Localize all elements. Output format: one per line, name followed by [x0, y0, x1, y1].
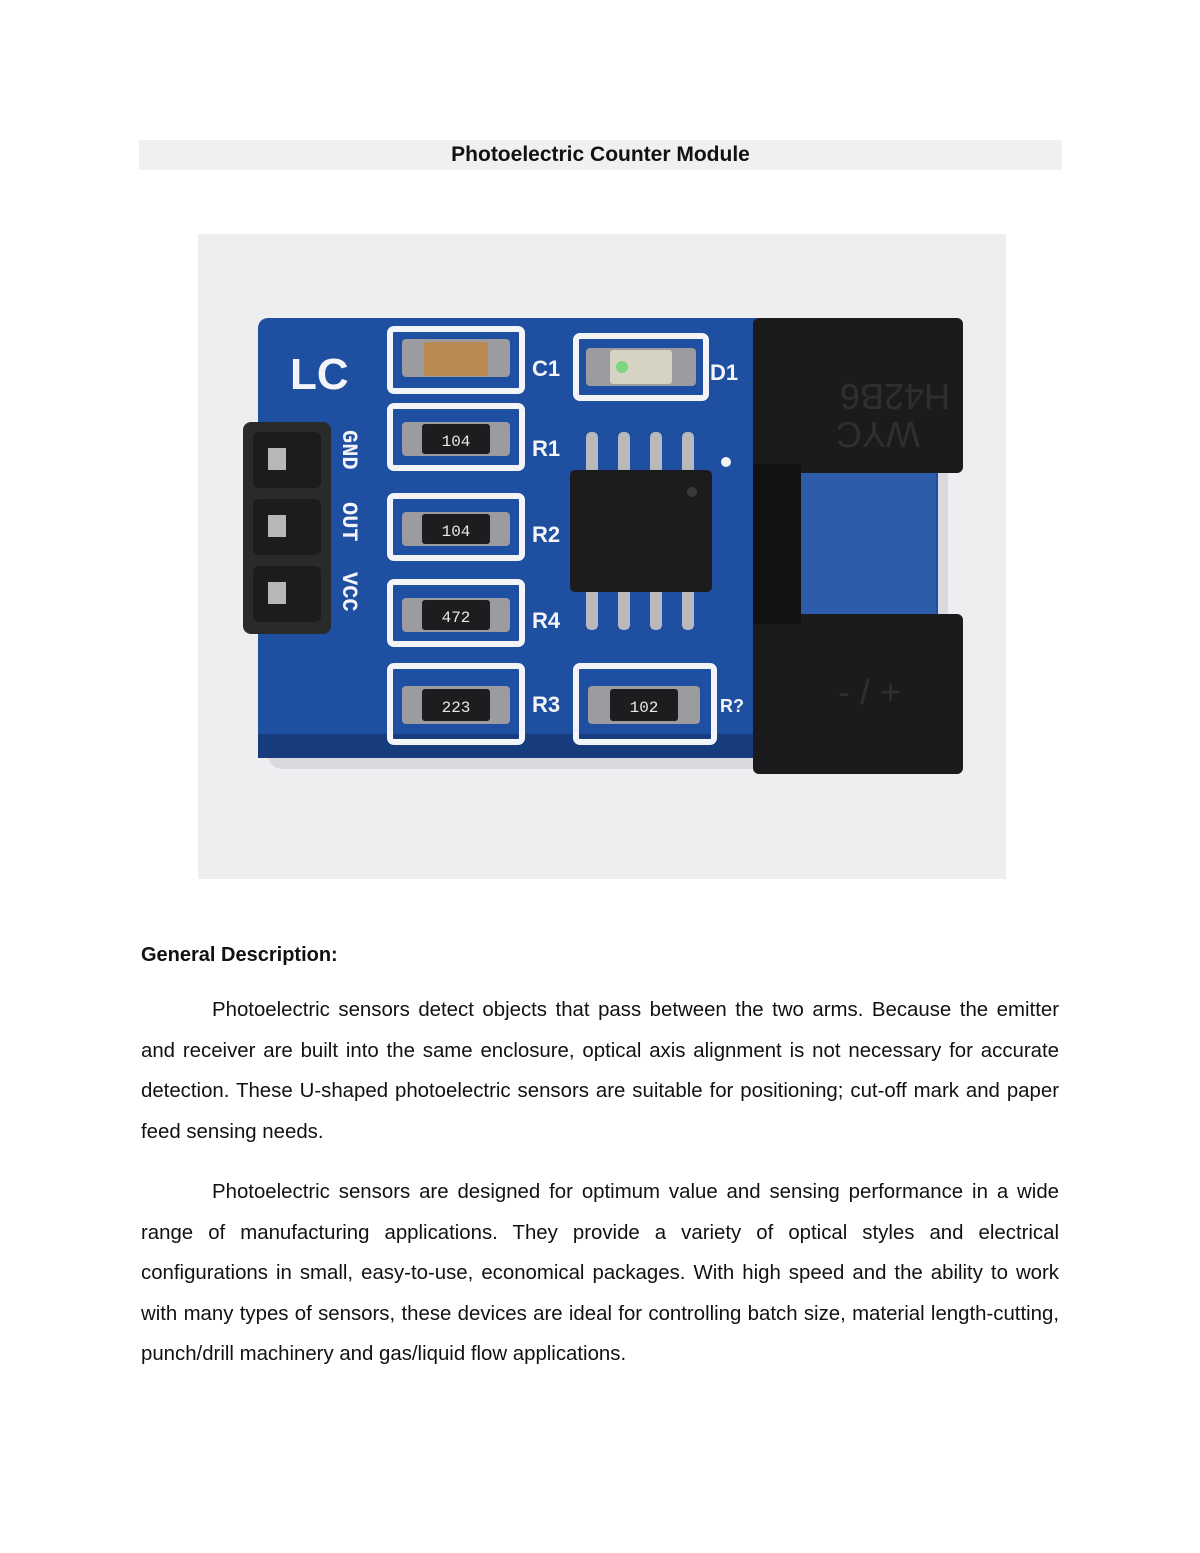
r4-code: 472: [441, 609, 471, 627]
module-photo: [198, 234, 1006, 879]
pin-vcc: [253, 566, 321, 622]
r3: [402, 686, 510, 724]
r2-code: 104: [441, 523, 471, 541]
rr: [588, 686, 700, 724]
r3-code: 223: [441, 699, 471, 717]
section-heading: General Description:: [141, 944, 338, 966]
pin-out-metal: [268, 515, 286, 537]
sensor-symbol: - / +: [838, 671, 902, 712]
pin-out: [253, 499, 321, 555]
logo-text: LC: [290, 350, 349, 399]
interrupter-base: [753, 464, 801, 624]
paragraph-1: Photoelectric sensors detect objects that pass between the two arms. Because the emitter and receiver are built into the same enclosure, optical axis alignment is not necessary for accurate detection. These U-shaped photoelectric sensors are suitable for positioning; cut-off mark and paper feed sensing needs.: [141, 999, 1059, 1143]
label-r2: R2: [532, 522, 561, 547]
c1-body: [424, 342, 488, 376]
rr-code: 102: [629, 699, 659, 717]
label-d1: D1: [710, 360, 739, 385]
title-bar: [139, 140, 1062, 170]
pin-label-vcc: VCC: [336, 572, 361, 612]
r4: [402, 598, 510, 632]
label-rr: R?: [720, 696, 744, 716]
r1-code: 104: [441, 433, 471, 451]
pin-label-gnd: GND: [336, 430, 361, 470]
pin-label-out: OUT: [336, 502, 361, 542]
label-r1: R1: [532, 436, 561, 461]
photo-interrupter: [753, 318, 963, 774]
label-r4: R4: [532, 608, 561, 633]
r2: [402, 512, 510, 546]
d1-lens: [616, 361, 628, 373]
page-title: Photoelectric Counter Module: [451, 143, 750, 166]
label-r3: R3: [532, 692, 561, 717]
pin-vcc-metal: [268, 582, 286, 604]
pin-gnd: [253, 432, 321, 488]
label-c1: C1: [532, 356, 561, 381]
pin-gnd-metal: [268, 448, 286, 470]
r1: [402, 422, 510, 456]
sensor-marking-2: WYC: [836, 414, 920, 455]
sensor-marking-1: H42B6: [839, 376, 950, 417]
paragraph-2: Photoelectric sensors are designed for optimum value and sensing performance in a wide range of manufacturing applications. They provide a variety of optical styles and electrical configurations in small, easy-to-use, economical packages. With high speed and the ability to work with many types of sensors, these devices are ideal for controlling batch size, material length-cutting, punch/drill machinery and gas/liquid flow applications.: [141, 1181, 1059, 1365]
interrupter-gap: [801, 473, 936, 614]
